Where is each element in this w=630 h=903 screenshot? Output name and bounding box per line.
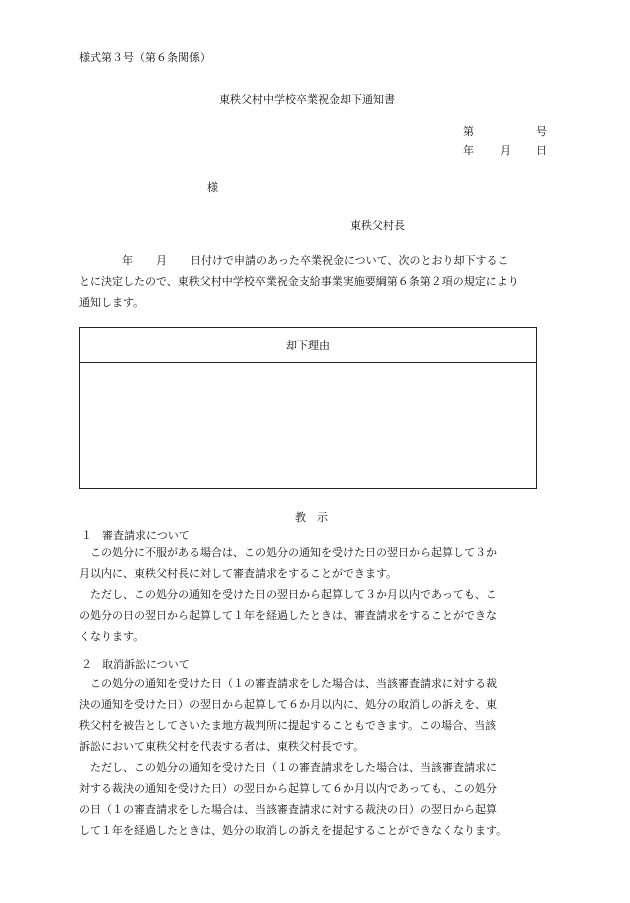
document-title: 東秩父村中学校卒業祝金却下通知書 [219,93,395,106]
section1-line: くなります。 [79,630,145,643]
section2-line: 秩父村を被告としてさいたま地方裁判所に提起することもできます。この場合、当該 [79,719,497,732]
rejection-reason-heading-cell [80,328,536,363]
section2-line: 対する裁決の通知を受けた日）の翌日から起算して６か月以内であっても、この処分 [79,782,497,795]
intro-line-1-rest: 日付けで申請のあった卒業祝金について、次のとおり却下するこ [190,254,509,267]
section1-number: １ [81,529,92,542]
issuer: 東秩父村長 [350,219,405,232]
section2-line: の日（１の審査請求をした場合は、当該審査請求に対する裁決の日）の翌日から起算 [79,803,497,816]
section2-line: ただし、この処分の通知を受けた日（１の審査請求をした場合は、当該審査請求に [90,761,497,774]
section2-body [79,678,549,846]
instruction-title: 教 示 [295,511,328,524]
section1-body [79,547,549,652]
doc-number-dai: 第 [463,125,474,138]
section1-line: この処分に不服がある場合は、この処分の通知を受けた日の翌日から起算して３か [90,546,497,559]
section1-line: ただし、この処分の通知を受けた日の翌日から起算して３か月以内であっても、こ [90,588,497,601]
section2-line: して１年を経過したときは、処分の取消しの訴えを提起することができなくなります。 [79,824,508,837]
section2-line: 決の通知を受けた日）の翌日から起算して６か月以内に、処分の取消しの訴えを、東 [79,698,497,711]
section1-heading: 審査請求について [102,529,190,542]
intro-line-3: 通知します。 [79,296,145,309]
intro-line-2: とに決定したので、東秩父村中学校卒業祝金支給事業実施要綱第６条第２項の規定により [79,275,519,288]
section2-line: この処分の通知を受けた日（１の審査請求をした場合は、当該審査請求に対する裁 [90,677,497,690]
intro-paragraph [79,255,549,318]
date-year: 年 [463,144,474,157]
section2-line: 訴訟において東秩父村を代表する者は、東秩父村長です。 [79,740,365,753]
rejection-reason-body [80,363,536,488]
section2-heading: 取消訴訟について [102,658,190,671]
intro-month: 月 [156,254,167,267]
date-month: 月 [500,144,511,157]
section2-number: ２ [81,658,92,671]
date-day: 日 [536,144,547,157]
intro-year: 年 [122,254,133,267]
intro-line-1 [79,255,549,276]
section1-line: の処分の日の翌日から起算して１年を経過したときは、審査請求をすることができな [79,609,497,622]
section1-line: 月以内に、東秩父村長に対して審査請求をすることができます。 [79,567,398,580]
recipient-suffix: 様 [207,181,218,194]
form-label: 様式第３号（第６条関係） [79,51,211,64]
rejection-reason-table [79,327,537,489]
doc-number-go: 号 [536,125,547,138]
rejection-reason-heading: 却下理由 [286,339,330,352]
